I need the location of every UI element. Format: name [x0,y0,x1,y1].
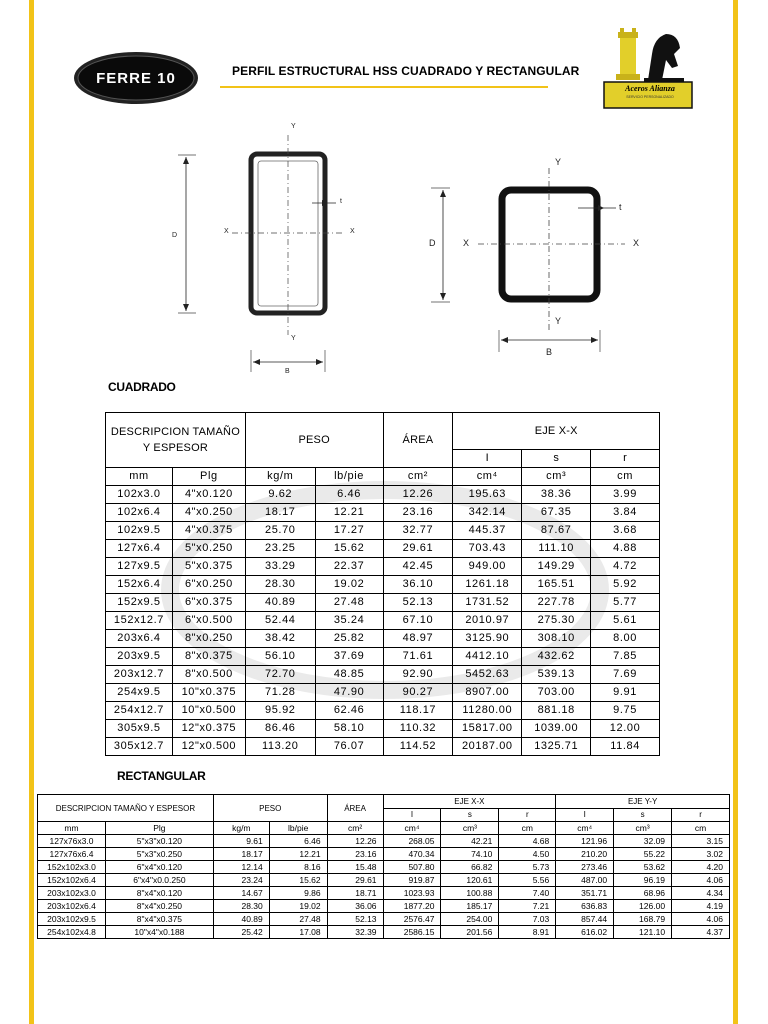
table-cell: 52.13 [383,594,453,612]
table-cell: 210.20 [556,848,614,861]
table-cell: 308.10 [522,630,591,648]
table-cell: 9.62 [245,486,315,504]
table-cell: 152x6.4 [106,576,173,594]
header-descripcion: DESCRIPCION TAMAÑO Y ESPESOR [106,413,246,468]
table-cell: 1877.20 [383,900,441,913]
table-cell: 48.97 [383,630,453,648]
rect-thickness-label: t [340,198,342,205]
table-cell: 121.10 [614,926,672,939]
table-cell: 120.61 [441,874,499,887]
unit-cell: cm³ [614,822,672,835]
table-cell: 118.17 [383,702,453,720]
table-row [106,576,660,594]
table-cell: 5.77 [591,594,660,612]
unit-cell: cm [591,468,660,486]
table-cell: 254x102x4.8 [38,926,106,939]
table-cell: 92.90 [383,666,453,684]
table-cell: 15.48 [327,861,383,874]
table-cell: 4.06 [672,874,730,887]
table-cell: 53.62 [614,861,672,874]
table-cell: 28.30 [245,576,315,594]
table-cell: 127x9.5 [106,558,173,576]
table-cell: 203x102x6.4 [38,900,106,913]
table-cell: 42.45 [383,558,453,576]
table-cell: 29.61 [383,540,453,558]
square-axis-y-bottom-label: Y [555,316,562,326]
table-cell: 487.00 [556,874,614,887]
unit-cell: cm³ [441,822,499,835]
table-row [106,540,660,558]
unit-cell: cm² [327,822,383,835]
table-cell: 949.00 [453,558,522,576]
table-cell: 254x9.5 [106,684,173,702]
unit-cell: cm⁴ [556,822,614,835]
table-cell: 507.80 [383,861,441,874]
unit-cell: mm [106,468,173,486]
table-cell: 10"x4"x0.188 [105,926,213,939]
table-cell: 8.00 [591,630,660,648]
unit-cell: cm [672,822,730,835]
table-row [106,504,660,522]
header-i: I [556,808,614,822]
table-cell: 27.48 [315,594,383,612]
table-cell: 28.30 [213,900,269,913]
header-peso: PESO [245,413,383,468]
header-eje-xx: EJE X-X [453,413,660,450]
table-cell: 5"x3"x0.250 [105,848,213,861]
table-cell: 47.90 [315,684,383,702]
table-cell: 2586.15 [383,926,441,939]
table-cell: 12"x0.375 [172,720,245,738]
table-cell: 4.50 [499,848,556,861]
unit-cell: Plg [105,822,213,835]
table-cell: 87.67 [522,522,591,540]
table-cell: 4.20 [672,861,730,874]
table-cell: 12.00 [591,720,660,738]
table-cuadrado [105,412,660,756]
table-cell: 4"x0.250 [172,504,245,522]
table-cell: 4412.10 [453,648,522,666]
table-cell: 351.71 [556,887,614,900]
table-row [38,913,730,926]
table-row [106,522,660,540]
unit-cell: cm³ [522,468,591,486]
table-cell: 12.26 [327,835,383,848]
table-cell: 6.46 [315,486,383,504]
table-cell: 5"x0.250 [172,540,245,558]
table-cell: 616.02 [556,926,614,939]
table-cell: 52.44 [245,612,315,630]
table-cell: 40.89 [245,594,315,612]
table-cell: 71.61 [383,648,453,666]
table-cell: 4.06 [672,913,730,926]
table-row [38,926,730,939]
table-cell: 8"x0.250 [172,630,245,648]
table-cell: 12.21 [269,848,327,861]
square-axis-x-left-label: X [463,238,470,248]
page-title: PERFIL ESTRUCTURAL HSS CUADRADO Y RECTANGULAR [232,64,580,78]
table-cell: 42.21 [441,835,499,848]
rect-height-label: D [172,232,178,239]
table-cell: 52.13 [327,913,383,926]
table-cell: 4"x0.120 [172,486,245,504]
table-cell: 126.00 [614,900,672,913]
table-cell: 201.56 [441,926,499,939]
table-cell: 20187.00 [453,738,522,756]
table-cell: 127x76x6.4 [38,848,106,861]
table-cell: 6"x4"x0.120 [105,861,213,874]
ferre10-logo-text: FERRE 10 [96,70,176,87]
units-row [38,822,730,835]
table-cell: 4.37 [672,926,730,939]
header-r: r [591,450,660,468]
table-cell: 3.15 [672,835,730,848]
table-row [106,720,660,738]
unit-cell: cm² [383,468,453,486]
table-cell: 18.17 [213,848,269,861]
rect-axis-x-left-label: X [224,228,229,235]
header-s: s [522,450,591,468]
table-cell: 58.10 [315,720,383,738]
table-cell: 703.00 [522,684,591,702]
rectangular-section-diagram [178,135,345,372]
unit-cell: cm⁴ [453,468,522,486]
table-cell: 5.73 [499,861,556,874]
table-cell: 1039.00 [522,720,591,738]
table-cell: 6"x4"x0.0.250 [105,874,213,887]
table-cell: 6"x0.250 [172,576,245,594]
table-cell: 19.02 [315,576,383,594]
table-row [38,887,730,900]
table-cell: 38.36 [522,486,591,504]
table-cell: 6.46 [269,835,327,848]
section-diagrams [0,0,768,380]
table-cell: 10"x0.375 [172,684,245,702]
table-cell: 23.16 [327,848,383,861]
table-cell: 195.63 [453,486,522,504]
table-cell: 15.62 [315,540,383,558]
table-cell: 23.24 [213,874,269,887]
header-peso: PESO [213,795,327,822]
table-cell: 32.09 [614,835,672,848]
table-cell: 1325.71 [522,738,591,756]
table-cell: 15817.00 [453,720,522,738]
table-cell: 18.71 [327,887,383,900]
table-cell: 227.78 [522,594,591,612]
table-cell: 305x9.5 [106,720,173,738]
table-row [106,648,660,666]
table-cell: 203x9.5 [106,648,173,666]
table-cell: 203x6.4 [106,630,173,648]
table-cell: 72.70 [245,666,315,684]
header-s: s [441,808,499,822]
table-cell: 96.19 [614,874,672,887]
table-cell: 4.34 [672,887,730,900]
table-cell: 102x6.4 [106,504,173,522]
table-cell: 102x9.5 [106,522,173,540]
section-title-rectangular: RECTANGULAR [117,769,206,783]
table-row [106,666,660,684]
table-row [38,848,730,861]
table-cell: 12.26 [383,486,453,504]
table-cell: 121.96 [556,835,614,848]
header-i: I [383,808,441,822]
table-cell: 4.68 [499,835,556,848]
table-cell: 68.96 [614,887,672,900]
header-area: ÁREA [327,795,383,822]
table-cell: 48.85 [315,666,383,684]
table-cell: 5"x3"x0.120 [105,835,213,848]
header-eje-yy: EJE Y-Y [556,795,730,809]
rect-axis-x-right-label: X [350,228,355,235]
table-cell: 33.29 [245,558,315,576]
unit-cell: kg/m [213,822,269,835]
table-cell: 11.84 [591,738,660,756]
table-cell: 86.46 [245,720,315,738]
table-cell: 35.24 [315,612,383,630]
table-cell: 268.05 [383,835,441,848]
table-cell: 432.62 [522,648,591,666]
table-cell: 342.14 [453,504,522,522]
table-cell: 7.40 [499,887,556,900]
table-cell: 4.88 [591,540,660,558]
table-cell: 110.32 [383,720,453,738]
table-cell: 8"x4"x0.120 [105,887,213,900]
header-s: s [614,808,672,822]
table-cell: 5.56 [499,874,556,887]
table-cell: 102x3.0 [106,486,173,504]
table-cell: 67.35 [522,504,591,522]
table-cell: 10"x0.500 [172,702,245,720]
table-cell: 19.02 [269,900,327,913]
table-cell: 5.61 [591,612,660,630]
table-rectangular [37,794,730,939]
header-area: ÁREA [383,413,453,468]
table-cell: 3.99 [591,486,660,504]
header-i: I [453,450,522,468]
table-cell: 9.91 [591,684,660,702]
table-cell: 113.20 [245,738,315,756]
table-cell: 470.34 [383,848,441,861]
table-cell: 4.19 [672,900,730,913]
table-cell: 40.89 [213,913,269,926]
table-cell: 9.86 [269,887,327,900]
table-row [106,738,660,756]
table-cell: 9.61 [213,835,269,848]
rect-axis-y-top-label: Y [291,123,296,130]
table-cell: 95.92 [245,702,315,720]
square-section-diagram [431,168,625,352]
table-cell: 7.21 [499,900,556,913]
table-cell: 55.22 [614,848,672,861]
rect-axis-y-bottom-label: Y [291,335,296,342]
table-row [38,874,730,887]
units-row [106,468,660,486]
table-cell: 881.18 [522,702,591,720]
table-cell: 149.29 [522,558,591,576]
header-descripcion: DESCRIPCION TAMAÑO Y ESPESOR [38,795,214,822]
table-cell: 22.37 [315,558,383,576]
table-cell: 5.92 [591,576,660,594]
table-cell: 3.84 [591,504,660,522]
table-cell: 71.28 [245,684,315,702]
table-cell: 17.27 [315,522,383,540]
table-cell: 275.30 [522,612,591,630]
table-cell: 8"x4"x0.375 [105,913,213,926]
table-cell: 36.06 [327,900,383,913]
table-cell: 2010.97 [453,612,522,630]
table-cell: 25.42 [213,926,269,939]
table-cell: 11280.00 [453,702,522,720]
unit-cell: cm⁴ [383,822,441,835]
table-cell: 3.68 [591,522,660,540]
table-cell: 9.75 [591,702,660,720]
square-height-label: D [429,238,436,248]
table-cell: 23.16 [383,504,453,522]
table-cell: 168.79 [614,913,672,926]
table-cell: 8907.00 [453,684,522,702]
table-cell: 273.46 [556,861,614,874]
table-row [38,835,730,848]
table-cell: 8.16 [269,861,327,874]
unit-cell: Plg [172,468,245,486]
square-thickness-label: t [619,202,622,212]
table-cell: 6"x0.500 [172,612,245,630]
rect-width-label: B [285,368,290,375]
table-row [106,612,660,630]
table-cell: 1731.52 [453,594,522,612]
table-cell: 25.70 [245,522,315,540]
table-cell: 27.48 [269,913,327,926]
table-cell: 38.42 [245,630,315,648]
table-cell: 5"x0.375 [172,558,245,576]
table-cell: 857.44 [556,913,614,926]
table-cell: 32.39 [327,926,383,939]
table-cell: 66.82 [441,861,499,874]
table-cell: 7.69 [591,666,660,684]
table-cell: 3.02 [672,848,730,861]
table-row [106,594,660,612]
table-cell: 15.62 [269,874,327,887]
table-cell: 90.27 [383,684,453,702]
unit-cell: kg/m [245,468,315,486]
table-cell: 152x12.7 [106,612,173,630]
table-row [106,486,660,504]
table-cell: 111.10 [522,540,591,558]
section-title-cuadrado: CUADRADO [108,380,176,394]
square-axis-x-right-label: X [633,238,640,248]
table-cell: 539.13 [522,666,591,684]
table-cell: 203x12.7 [106,666,173,684]
table-cell: 165.51 [522,576,591,594]
table-cell: 254.00 [441,913,499,926]
square-width-label: B [546,347,553,357]
table-cell: 703.43 [453,540,522,558]
table-cell: 8"x0.500 [172,666,245,684]
table-cell: 3125.90 [453,630,522,648]
table-cell: 5452.63 [453,666,522,684]
table-cell: 100.88 [441,887,499,900]
table-row [38,861,730,874]
table-cell: 67.10 [383,612,453,630]
table-row [106,630,660,648]
table-cell: 2576.47 [383,913,441,926]
table-cell: 4.72 [591,558,660,576]
table-cell: 636.83 [556,900,614,913]
header-r: r [499,808,556,822]
unit-cell: mm [38,822,106,835]
table-cell: 127x76x3.0 [38,835,106,848]
table-cell: 76.07 [315,738,383,756]
table-cell: 8"x0.375 [172,648,245,666]
table-cell: 185.17 [441,900,499,913]
table-cell: 36.10 [383,576,453,594]
table-cell: 12"x0.500 [172,738,245,756]
table-cell: 29.61 [327,874,383,887]
table-row [106,558,660,576]
table-cell: 74.10 [441,848,499,861]
table-cell: 152x9.5 [106,594,173,612]
table-cell: 1023.93 [383,887,441,900]
table-cell: 127x6.4 [106,540,173,558]
table-cell: 6"x0.375 [172,594,245,612]
table-row [38,900,730,913]
table-cell: 18.17 [245,504,315,522]
table-cell: 7.85 [591,648,660,666]
unit-cell: lb/pie [315,468,383,486]
table-cell: 25.82 [315,630,383,648]
table-cell: 32.77 [383,522,453,540]
table-cell: 17.08 [269,926,327,939]
table-cell: 305x12.7 [106,738,173,756]
header-r: r [672,808,730,822]
table-cell: 4"x0.375 [172,522,245,540]
table-cell: 62.46 [315,702,383,720]
table-cell: 14.67 [213,887,269,900]
table-cell: 919.87 [383,874,441,887]
table-cell: 1261.18 [453,576,522,594]
table-cell: 12.21 [315,504,383,522]
table-cell: 23.25 [245,540,315,558]
square-axis-y-top-label: Y [555,157,562,167]
table-cell: 7.03 [499,913,556,926]
header-eje-xx: EJE X-X [383,795,556,809]
table-cell: 12.14 [213,861,269,874]
table-cell: 152x102x3.0 [38,861,106,874]
aceros-alianza-logo-subtext: SERVICIO PERSONALIZADO [626,95,674,99]
table-row [106,684,660,702]
table-cell: 37.69 [315,648,383,666]
table-cell: 203x102x3.0 [38,887,106,900]
table-cell: 56.10 [245,648,315,666]
table-row [106,702,660,720]
table-cell: 8.91 [499,926,556,939]
table-cell: 114.52 [383,738,453,756]
aceros-alianza-logo-text: Aceros Alianza [625,84,675,93]
unit-cell: lb/pie [269,822,327,835]
table-cell: 152x102x6.4 [38,874,106,887]
table-cell: 203x102x9.5 [38,913,106,926]
table-cell: 445.37 [453,522,522,540]
table-cell: 254x12.7 [106,702,173,720]
unit-cell: cm [499,822,556,835]
table-cell: 8"x4"x0.250 [105,900,213,913]
